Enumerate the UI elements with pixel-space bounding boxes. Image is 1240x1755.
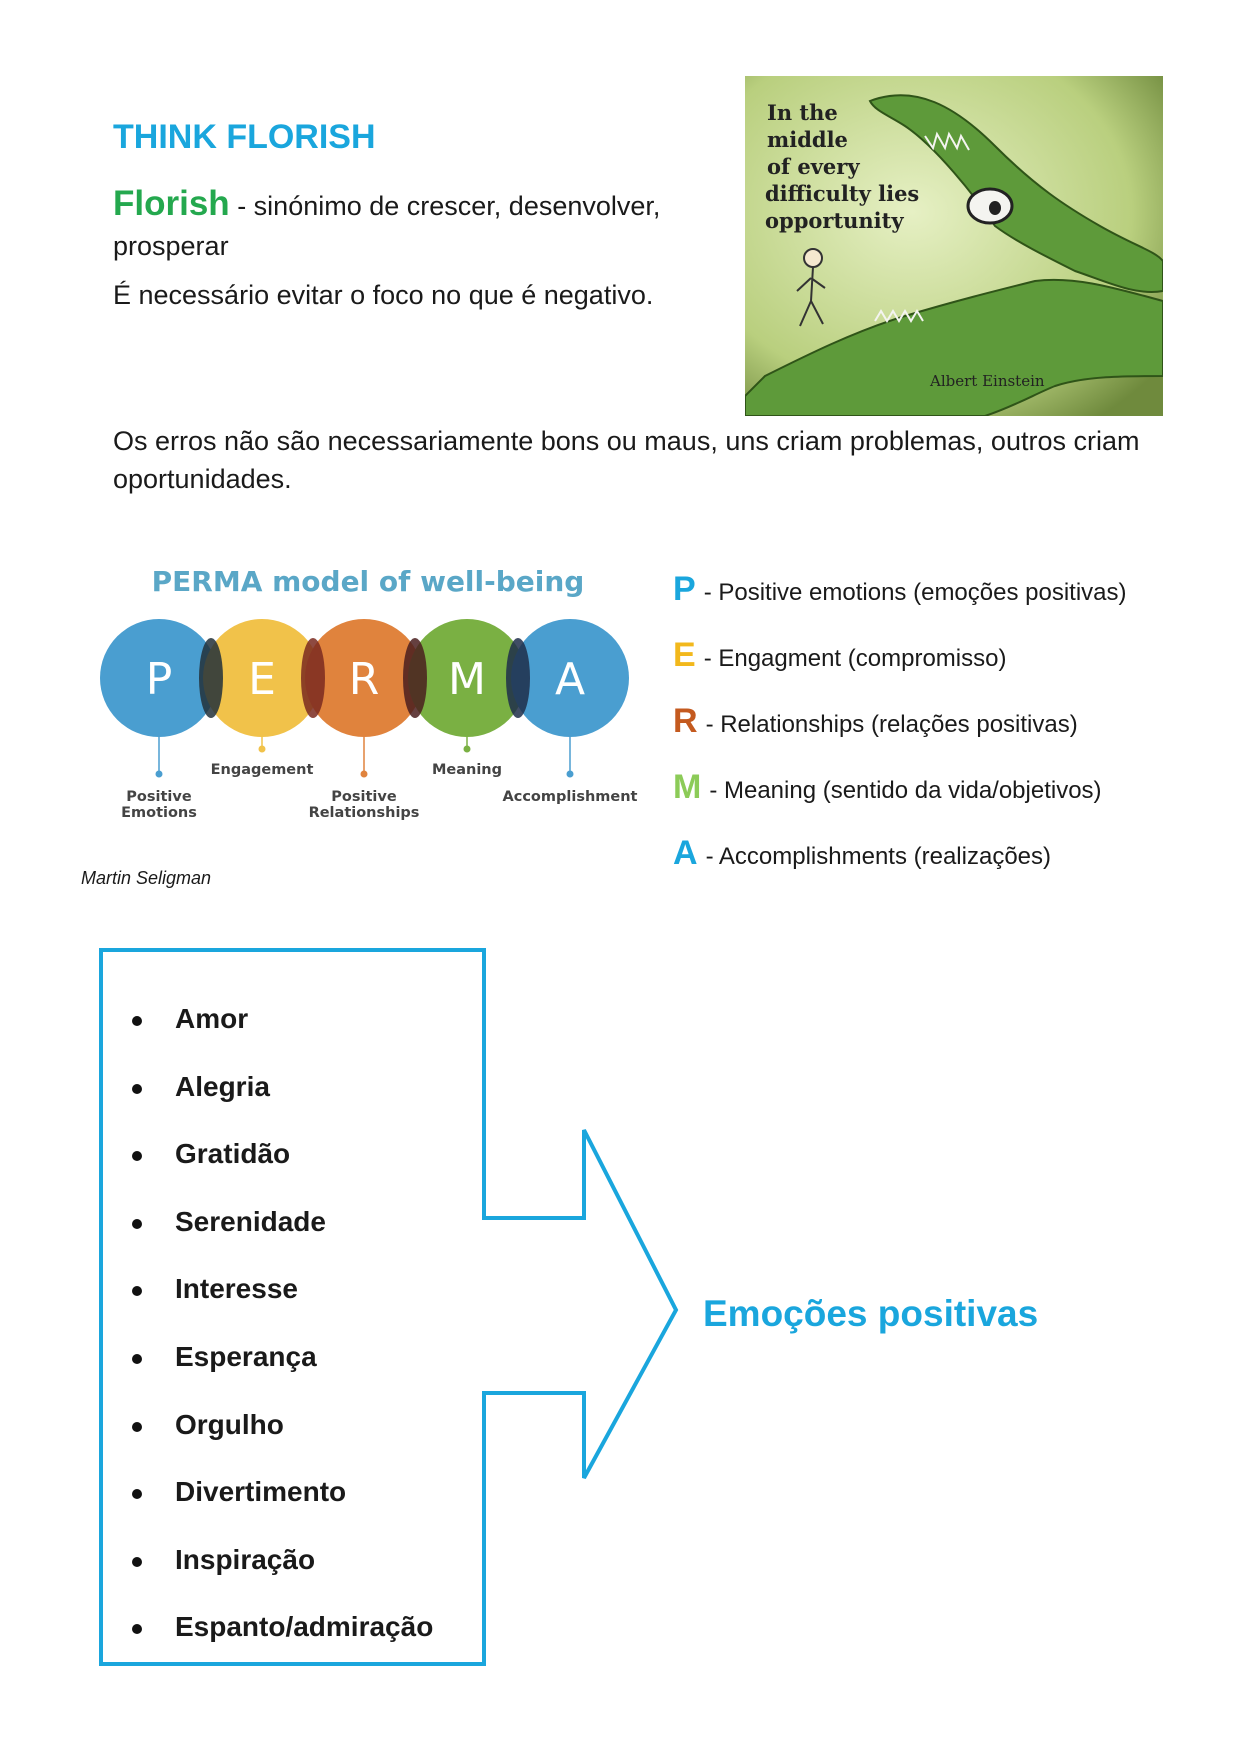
list-item [130, 1611, 433, 1679]
list-item [130, 1138, 433, 1206]
perma-key-text: - Engagment (compromisso) [703, 645, 1007, 672]
bullet-icon [132, 1151, 142, 1161]
perma-label: Accomplishment [502, 789, 638, 805]
bullet-icon [132, 1422, 142, 1432]
perma-key-text: - Relationships (relações positivas) [705, 711, 1078, 738]
arrow-target-label: Emoções positivas [703, 1293, 1039, 1334]
quote-line: opportunity [765, 208, 904, 233]
perma-label: Relationships [308, 805, 420, 821]
perma-key-letter: E [673, 636, 696, 674]
list-item-text: Orgulho [175, 1408, 284, 1440]
perma-letter: P [145, 654, 173, 705]
perma-letter: M [448, 654, 486, 705]
avoid-negative-text: É necessário evitar o foco no que é negativo. [113, 280, 654, 310]
bullet-icon [132, 1016, 142, 1026]
list-item-text: Divertimento [175, 1476, 347, 1508]
perma-label: Positive [126, 789, 192, 805]
list-item-text: Amor [175, 1003, 249, 1034]
perma-key-text: - Meaning (sentido da vida/objetivos) [709, 777, 1102, 804]
perma-label: Emotions [121, 805, 197, 821]
list-item [130, 1341, 433, 1409]
list-item-text: Espanto/admiração [175, 1611, 434, 1643]
quote-line: of every [767, 154, 860, 179]
list-item [130, 1003, 433, 1071]
figure-caption: Martin Seligman [81, 868, 212, 888]
bullet-icon [132, 1624, 142, 1634]
quote-line: In the [767, 100, 838, 125]
list-item [130, 1409, 433, 1477]
perma-label: Meaning [431, 762, 503, 778]
list-item [130, 1273, 433, 1341]
perma-letter: E [248, 654, 276, 705]
list-item-text: Serenidade [175, 1205, 326, 1237]
list-item [130, 1544, 433, 1612]
list-item [130, 1476, 433, 1544]
quote-line: difficulty lies [765, 181, 920, 206]
perma-key-letter: R [673, 702, 698, 740]
list-item-text: Interesse [175, 1273, 298, 1305]
quote-author: Albert Einstein [930, 372, 1045, 390]
definition-text: - sinónimo de crescer, desenvolver, prosperar [113, 191, 661, 261]
list-item [130, 1206, 433, 1274]
perma-key-letter: M [673, 768, 702, 806]
perma-key-letter: A [673, 834, 698, 872]
perma-key-letter: P [673, 570, 696, 608]
page-title: THINK FLORISH [113, 118, 376, 156]
bullet-icon [132, 1557, 142, 1567]
perma-diagram-title: PERMA model of well-being [151, 565, 585, 598]
florish-term: Florish [113, 184, 230, 223]
bullet-icon [132, 1286, 142, 1296]
emotions-list [130, 1003, 433, 1679]
perma-letter: A [554, 654, 586, 705]
perma-key-text: - Positive emotions (emoções positivas) [703, 579, 1127, 606]
list-item-text: Esperança [175, 1340, 317, 1372]
list-item-text: Alegria [175, 1070, 270, 1102]
perma-letter: R [348, 654, 380, 705]
perma-key-text: - Accomplishments (realizações) [705, 843, 1052, 870]
list-item-text: Inspiração [175, 1543, 316, 1575]
list-item-text: Gratidão [175, 1138, 291, 1170]
perma-label: Positive [331, 789, 397, 805]
bullet-icon [132, 1489, 142, 1499]
errors-paragraph: Os erros não são necessariamente bons ou maus, uns criam problemas, outros criam oportunidades. [113, 426, 1140, 494]
perma-label: Engagement [210, 762, 314, 778]
bullet-icon [132, 1219, 142, 1229]
list-item [130, 1071, 433, 1139]
quote-line: middle [767, 127, 848, 152]
bullet-icon [132, 1084, 142, 1094]
bullet-icon [132, 1354, 142, 1364]
